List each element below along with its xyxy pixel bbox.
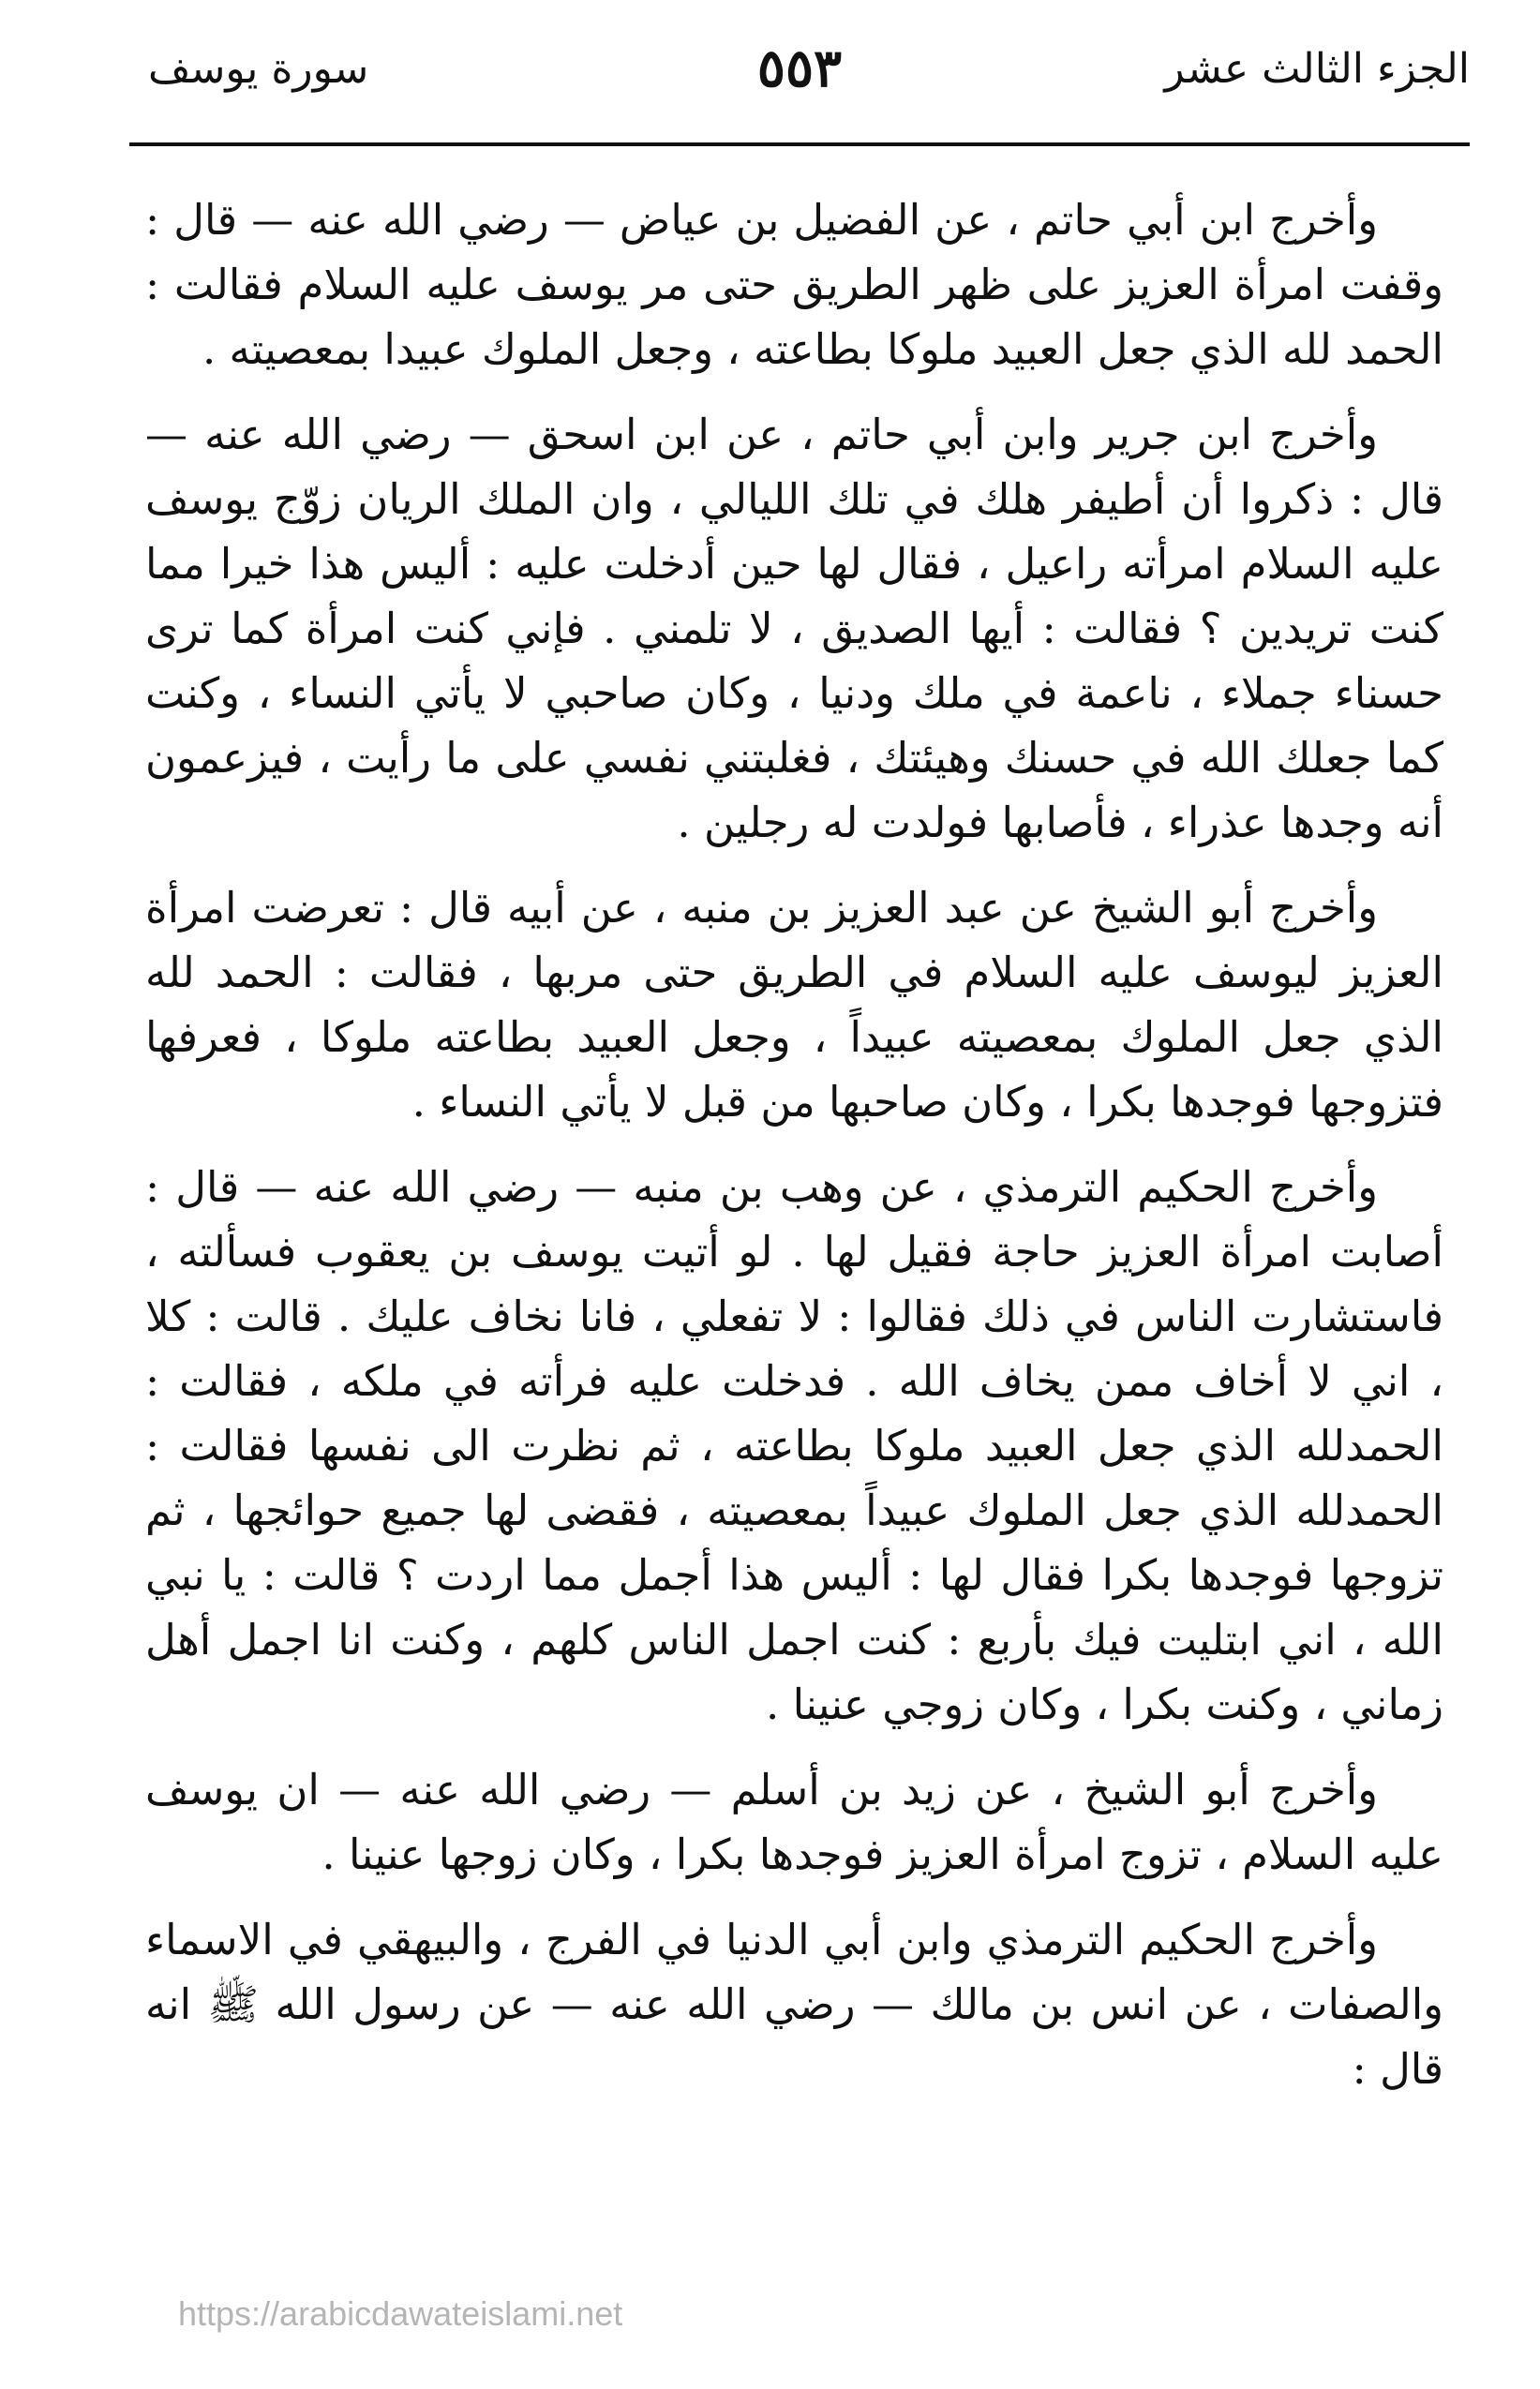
header-divider bbox=[129, 142, 1470, 146]
paragraph-1: وأخرج ابن أبي حاتم ، عن الفضيل بن عياض — رضي الله عنه — قال : وقفت امرأة العزيز على ظهر الطريق حتى مر يوسف عليه السلام فقالت : الحمد لله الذي جعل العبيد ملوكا بطاعته ، وجعل الملوك عبيدا بمعصيته . bbox=[145, 195, 1443, 374]
page-number: ٥٥٣ bbox=[756, 37, 843, 99]
paragraph-5: وأخرج أبو الشيخ ، عن زيد بن أسلم — رضي الله عنه — ان يوسف عليه السلام ، تزوج امرأة العزيز فوجدها بكرا ، وكان زوجها عنينا . bbox=[145, 1765, 1443, 1879]
paragraph-6: وأخرج الحكيم الترمذي وابن أبي الدنيا في الفرج ، والبيهقي في الاسماء والصفات ، عن انس بن مالك — رضي الله عنه — عن رسول الله ﷺ انه قال : bbox=[145, 1915, 1443, 2094]
part-label: الجزء الثالث عشر bbox=[1164, 45, 1470, 93]
paragraph-4: وأخرج الحكيم الترمذي ، عن وهب بن منبه — رضي الله عنه — قال : أصابت امرأة العزيز حاجة فقيل لها . لو أتيت يوسف بن يعقوب فسألته ، فاستشارت الناس في ذلك فقالوا : لا تفعلي ، فانا نخاف عليك . قالت : كلا ، اني لا أخاف ممن يخاف الله . فدخلت عليه فرأته في ملكه ، فقالت : الحمدلله الذي جعل العبيد ملوكا بطاعته ، ثم نظرت الى نفسها فقالت : الحمدلله الذي جعل الملوك عبيداً بمعصيته ، فقضى لها جميع حوائجها ، ثم تزوجها فوجدها بكرا فقال لها : أليس هذا أجمل مما اردت ؟ قالت : يا نبي الله ، اني ابتليت فيك بأربع : كنت اجمل الناس كلهم ، وكنت انا اجمل أهل زماني ، وكنت بكرا ، وكان زوجي عنينا . bbox=[145, 1162, 1443, 1729]
paragraph-3: وأخرج أبو الشيخ عن عبد العزيز بن منبه ، عن أبيه قال : تعرضت امرأة العزيز ليوسف عليه السلام في الطريق حتى مربها ، فقالت : الحمد لله الذي جعل الملوك بمعصيته عبيداً ، وجعل العبيد بطاعته ملوكا ، فعرفها فتزوجها فوجدها بكرا ، وكان صاحبها من قبل لا يأتي النساء . bbox=[145, 883, 1443, 1127]
surah-label: سورة يوسف bbox=[148, 45, 369, 93]
page-header bbox=[129, 37, 1470, 141]
paragraph-2: وأخرج ابن جرير وابن أبي حاتم ، عن ابن اسحق — رضي الله عنه — قال : ذكروا أن أطيفر هلك في تلك الليالي ، وان الملك الريان زوّج يوسف عليه السلام امرأته راعيل ، فقال لها حين أدخلت عليه : أليس هذا خيرا مما كنت تريدين ؟ فقالت : أيها الصديق ، لا تلمني . فإني كنت امرأة كما ترى حسناء جملاء ، ناعمة في ملك ودنيا ، وكان صاحبي لا يأتي النساء ، وكنت كما جعلك الله في حسنك وهيئتك ، فغلبتني نفسي على ما رأيت ، فيزعمون أنه وجدها عذراء ، فأصابها فولدت له رجلين . bbox=[145, 410, 1443, 847]
body-text bbox=[145, 187, 1443, 2122]
watermark-url: https://arabicdawateislami.net bbox=[178, 2294, 623, 2333]
